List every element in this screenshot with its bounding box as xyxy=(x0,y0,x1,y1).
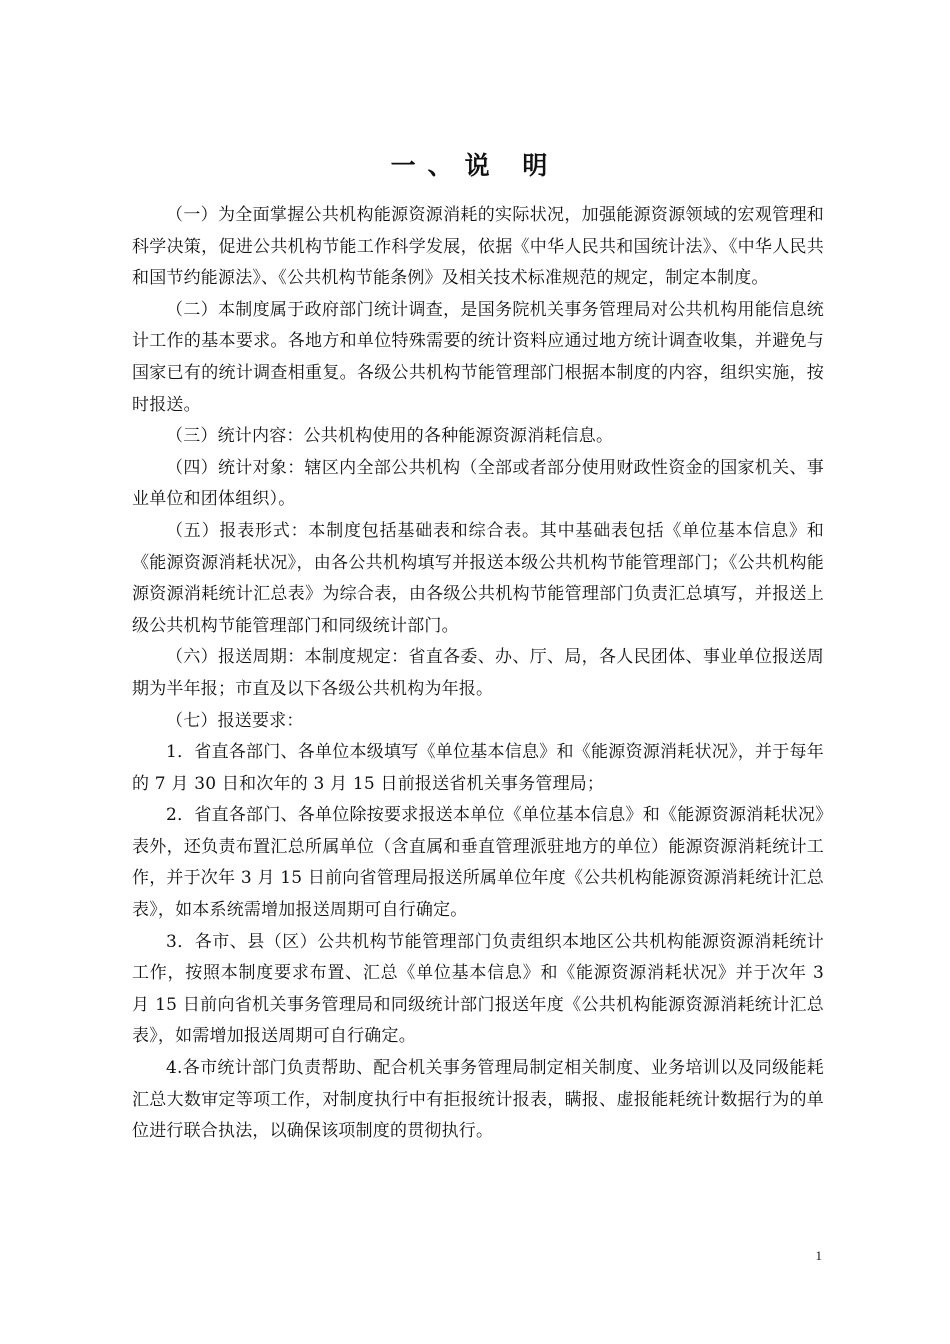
paragraph-5: （五）报表形式：本制度包括基础表和综合表。其中基础表包括《单位基本信息》和《能源资源消耗状况》，由各公共机构填写并报送本级公共机构节能管理部门；《公共机构能源资源消耗统计汇总表》为综合表，由各级公共机构节能管理部门负责汇总填写，并报送上级公共机构节能管理部门和同级统计部门。 xyxy=(132,520,824,636)
paragraph-8: 1．省直各部门、各单位本级填写《单位基本信息》和《能源资源消耗状况》，并于每年的 7 月 30 日和次年的 3 月 15 日前报送省机关事务管理局； xyxy=(132,742,824,794)
page-title: 一、说 明 xyxy=(390,151,560,180)
paragraph-1: （一）为全面掌握公共机构能源资源消耗的实际状况，加强能源资源领域的宏观管理和科学决策，促进公共机构节能工作科学发展，依据《中华人民共和国统计法》、《中华人民共和国节约能源法》、《公共机构节能条例》及相关技术标准规范的规定，制定本制度。 xyxy=(132,205,824,289)
paragraph-10: 3．各市、县（区）公共机构节能管理部门负责组织本地区公共机构能源资源消耗统计工作，按照本制度要求布置、汇总《单位基本信息》和《能源资源消耗状况》并于次年 3 月 15 日前向省机关事务管理局和同级统计部门报送年度《公共机构能源资源消耗统计汇总表》，如需增加报送周期可自行确定。 xyxy=(132,931,824,1047)
paragraph-2: （二）本制度属于政府部门统计调查，是国务院机关事务管理局对公共机构用能信息统计工作的基本要求。各地方和单位特殊需要的统计资料应通过地方统计调查收集，并避免与国家已有的统计调查相重复。各级公共机构节能管理部门根据本制度的内容，组织实施，按时报送。 xyxy=(132,299,824,415)
paragraph-4: （四）统计对象：辖区内全部公共机构（全部或者部分使用财政性资金的国家机关、事业单位和团体组织）。 xyxy=(132,457,824,510)
paragraph-11: 4.各市统计部门负责帮助、配合机关事务管理局制定相关制度、业务培训以及同级能耗汇总大数审定等项工作，对制度执行中有拒报统计报表，瞒报、虚报能耗统计数据行为的单位进行联合执法，以确保该项制度的贯彻执行。 xyxy=(132,1058,824,1142)
paragraph-6: （六）报送周期：本制度规定：省直各委、办、厅、局，各人民团体、事业单位报送周期为半年报；市直及以下各级公共机构为年报。 xyxy=(132,647,824,699)
page-number: 1 xyxy=(815,1248,822,1263)
document-body xyxy=(132,200,824,1148)
paragraph-7: （七）报送要求： xyxy=(166,710,304,731)
paragraph-3: （三）统计内容：公共机构使用的各种能源资源消耗信息。 xyxy=(166,426,614,447)
paragraph-9: 2．省直各部门、各单位除按要求报送本单位《单位基本信息》和《能源资源消耗状况》表外，还负责布置汇总所属单位（含直属和垂直管理派驻地方的单位）能源资源消耗统计工作，并于次年 3 月 15 日前向省管理局报送所属单位年度《公共机构能源资源消耗统计汇总表》，如本系统需增加报送周期可自行确定。 xyxy=(132,805,824,921)
